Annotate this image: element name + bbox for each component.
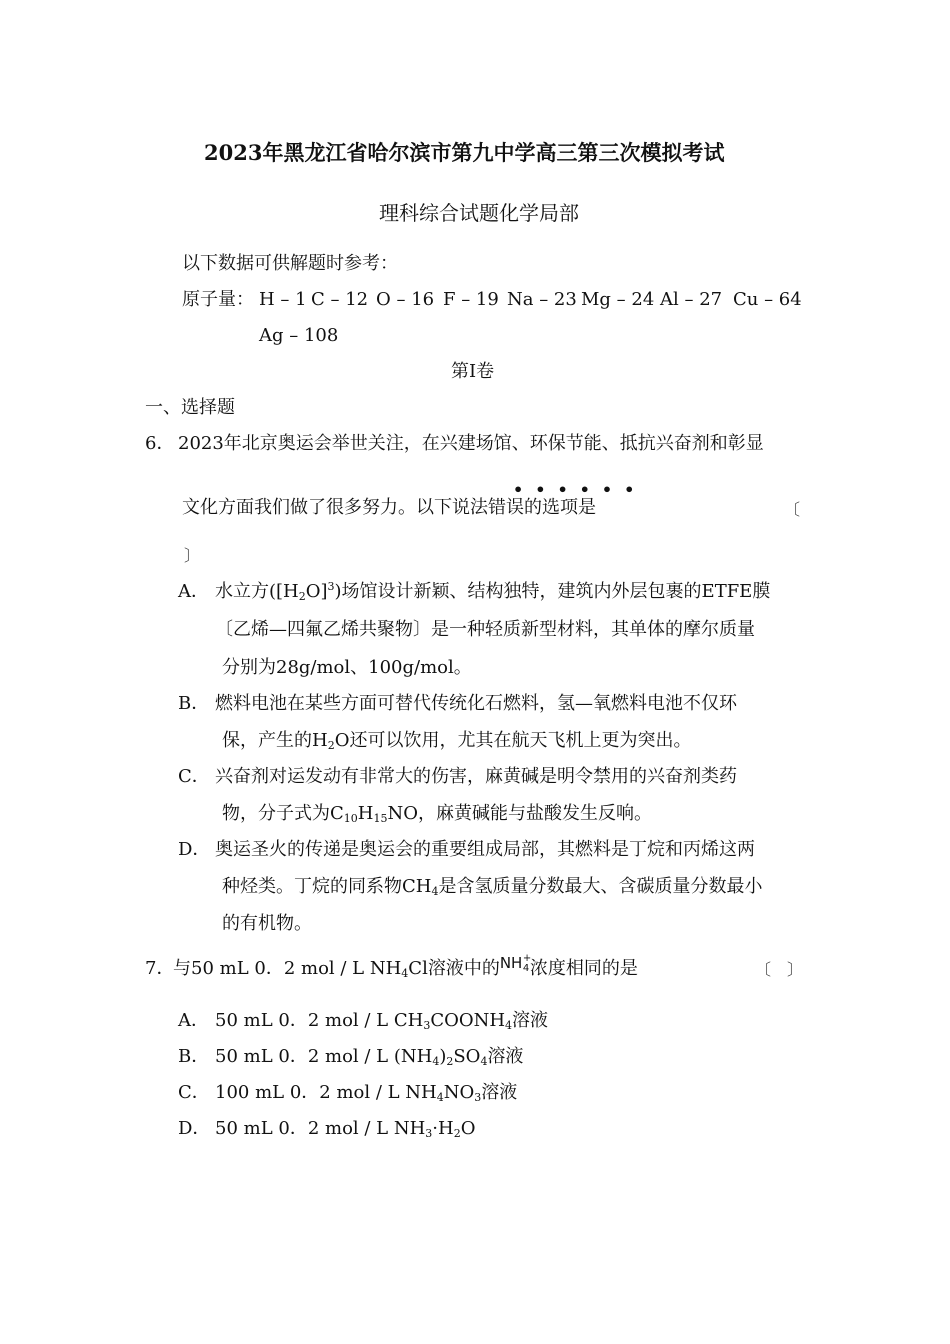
- atomic-mass-al: Al – 27: [660, 289, 723, 310]
- q7-option-b-text: 50 mL 0．2 mol / L $(NH_4)_2SO_4$溶液: [215, 1046, 524, 1068]
- reference-intro: 以下数据可供解题时参考：: [182, 253, 398, 274]
- page-subtitle: 理科综合试题化学局部: [379, 201, 579, 225]
- q6-option-b-line2: 保，产生的$H_2O$还可以饮用，尤其在航天飞机上更为突出。: [222, 730, 692, 752]
- q7-answer-paren: 〔 〕: [755, 960, 804, 979]
- q7-option-d-label: D．: [178, 1118, 211, 1139]
- section-heading: 一、选择题: [145, 397, 235, 418]
- page-title: 2023年黑龙江省哈尔滨市第九中学高三第三次模拟考试: [204, 140, 725, 165]
- q7-option-c-label: C．: [178, 1082, 210, 1103]
- q6-option-b-line1: 燃料电池在某些方面可替代传统化石燃料，氢—氧燃料电池不仅环: [215, 693, 737, 714]
- q6-option-c-label: C．: [178, 766, 210, 787]
- q7-stem: 与50 mL 0．2 mol / L $NH_4Cl$溶液中的 NH + 4 浓度相同的是: [173, 953, 638, 980]
- atomic-mass-na: Na – 23: [507, 289, 577, 310]
- q7-option-a-label: A．: [178, 1010, 209, 1031]
- q6-option-b-label: B．: [178, 693, 210, 714]
- q7-option-c-text: 100 mL 0．2 mol / L $NH_4NO_3$溶液: [215, 1082, 518, 1104]
- atomic-mass-mg: Mg – 24: [581, 289, 655, 310]
- q6-stem-line2: 文化方面我们做了很多努力。以下说法错误的选项是: [182, 497, 596, 518]
- q6-option-c-line1: 兴奋剂对运发动有非常大的伤害，麻黄碱是明令禁用的兴奋剂类药: [215, 766, 737, 787]
- q6-option-c-line2: 物，分子式为$C_{10}H_{15}NO$，麻黄碱能与盐酸发生反响。: [222, 803, 652, 825]
- q6-option-d-line1: 奥运圣火的传递是奥运会的重要组成局部，其燃料是丁烷和丙烯这两: [215, 839, 755, 860]
- q6-option-d-line3: 的有机物。: [222, 913, 312, 934]
- q7-number: 7．: [145, 958, 175, 979]
- answer-paren-close: 〕: [184, 546, 201, 565]
- volume-heading: 第I卷: [451, 361, 495, 382]
- atomic-mass-h: H – 1: [259, 289, 307, 310]
- q7-option-a-text: 50 mL 0．2 mol / L $CH_3COONH_4$溶液: [215, 1010, 549, 1032]
- q6-option-d-line2: 种烃类。丁烷的同系物$CH_4$是含氢质量分数最大、含碳质量分数最小: [222, 876, 763, 898]
- atomic-mass-c: C – 12: [311, 289, 369, 310]
- atomic-mass-ag: Ag – 108: [259, 325, 339, 346]
- atomic-mass-f: F – 19: [443, 289, 499, 310]
- q6-option-a-label: A．: [178, 581, 209, 602]
- ammonium-ion: NH + 4: [499, 953, 532, 974]
- atomic-mass-o: O – 16: [376, 289, 435, 310]
- q6-option-a-line1: 水立方$([H_2O]^3)$场馆设计新颖、结构独特，建筑内外层包裹的ETFE膜: [215, 580, 771, 603]
- answer-paren-open: 〔: [784, 500, 801, 519]
- q7-option-d-text: 50 mL 0．2 mol / L $NH_3\cdot H_2O$: [215, 1118, 476, 1140]
- q6-option-a-line2: 〔乙烯—四氟乙烯共聚物〕是一种轻质新型材料，其单体的摩尔质量: [215, 619, 755, 640]
- q7-option-b-label: B．: [178, 1046, 210, 1067]
- atomic-mass-cu: Cu – 64: [733, 289, 802, 310]
- q6-stem-line1: 2023年北京奥运会举世关注，在兴建场馆、环保节能、抵抗兴奋剂和彰显: [178, 433, 764, 454]
- atomic-mass-label: 原子量：: [182, 289, 254, 310]
- emphasis-dots: ••••••: [513, 480, 647, 499]
- q6-option-d-label: D．: [178, 839, 211, 860]
- q6-option-a-line3: 分别为28g/mol、100g/mol。: [222, 657, 472, 678]
- q6-number: 6．: [145, 433, 175, 454]
